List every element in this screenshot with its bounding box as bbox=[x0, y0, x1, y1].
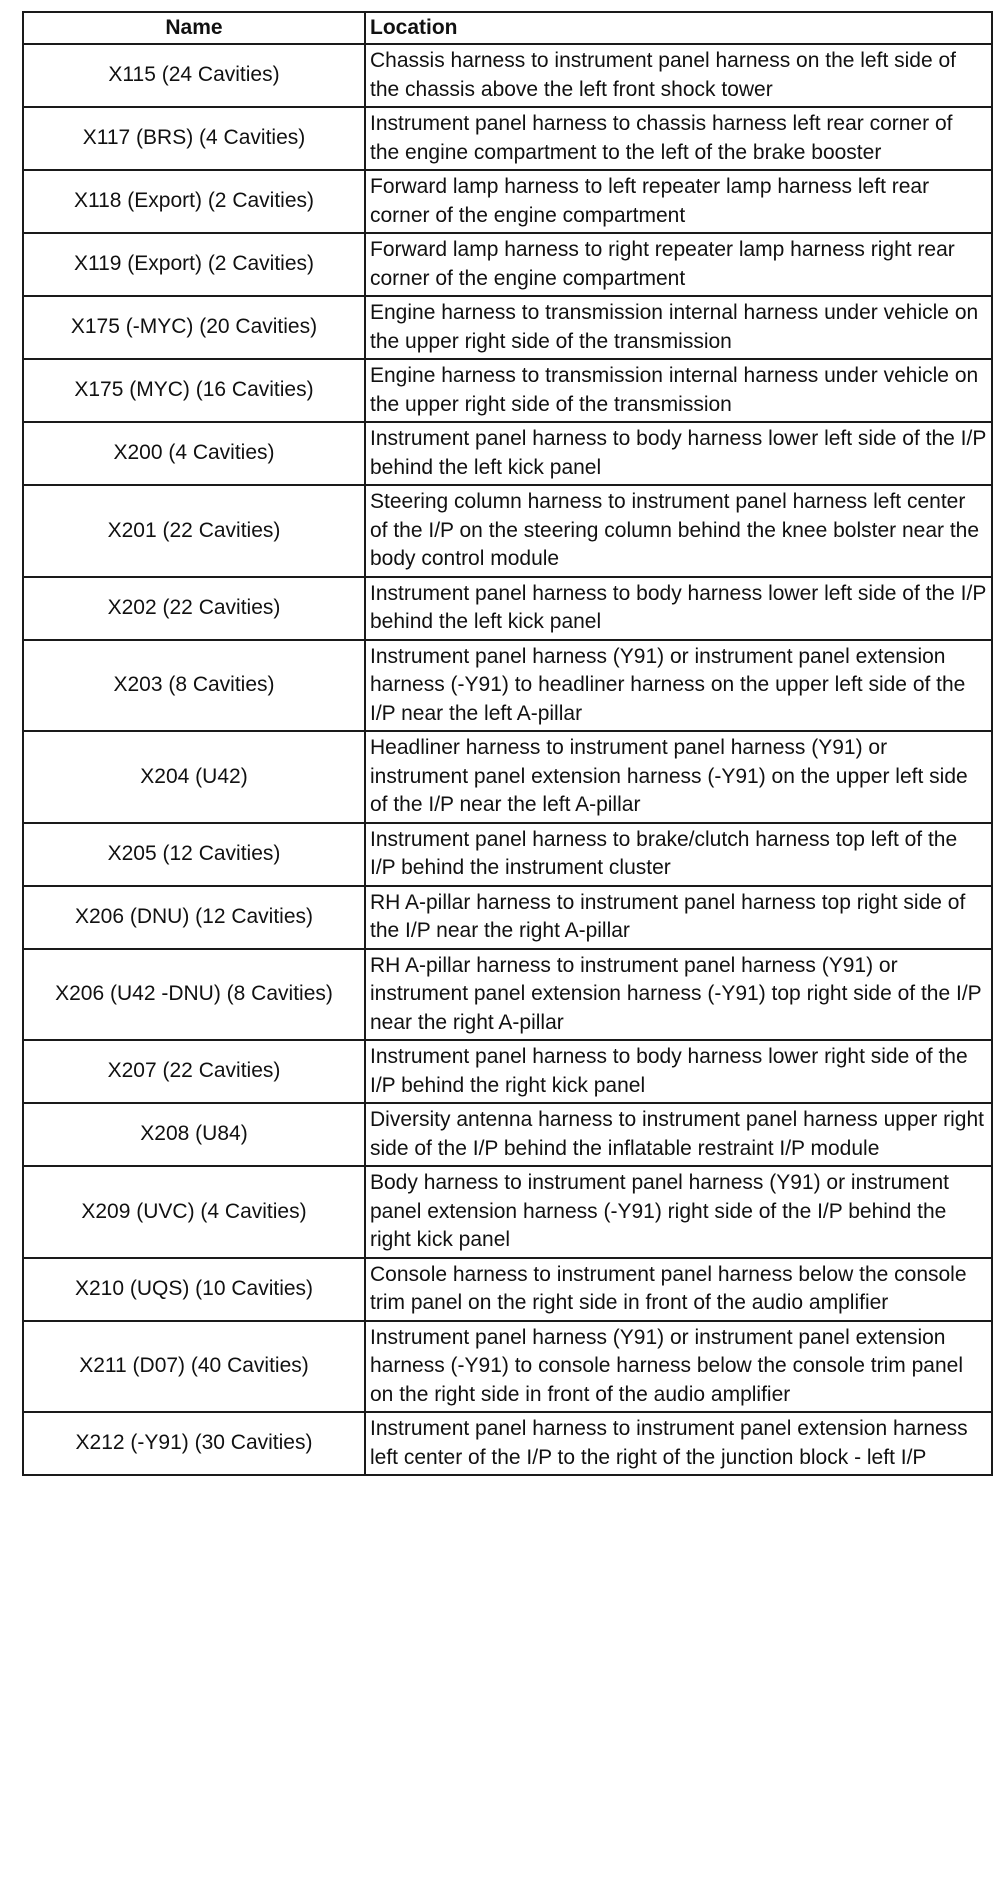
connector-location-cell: RH A-pillar harness to instrument panel harness (Y91) or instrument panel extension harness (-Y91) top right side of the I/P near the right A-pillar bbox=[365, 949, 992, 1041]
connector-name-cell: X206 (U42 -DNU) (8 Cavities) bbox=[23, 949, 365, 1041]
connector-name-cell: X204 (U42) bbox=[23, 731, 365, 823]
connector-location-cell: Instrument panel harness (Y91) or instrument panel extension harness (-Y91) to console harness below the console trim panel on the right side in front of the audio amplifier bbox=[365, 1321, 992, 1413]
table-row bbox=[23, 359, 992, 422]
connector-location-cell: Chassis harness to instrument panel harness on the left side of the chassis above the left front shock tower bbox=[365, 44, 992, 107]
connector-location-cell: Instrument panel harness to body harness lower left side of the I/P behind the left kick panel bbox=[365, 577, 992, 640]
connector-name-cell: X200 (4 Cavities) bbox=[23, 422, 365, 485]
table-header-row bbox=[23, 12, 992, 44]
table-row bbox=[23, 1258, 992, 1321]
table-row bbox=[23, 886, 992, 949]
connector-name-cell: X115 (24 Cavities) bbox=[23, 44, 365, 107]
table-row bbox=[23, 485, 992, 577]
connector-location-cell: Instrument panel harness to chassis harness left rear corner of the engine compartment to the left of the brake booster bbox=[365, 107, 992, 170]
connector-name-cell: X210 (UQS) (10 Cavities) bbox=[23, 1258, 365, 1321]
table-row bbox=[23, 577, 992, 640]
connector-name-cell: X119 (Export) (2 Cavities) bbox=[23, 233, 365, 296]
table-row bbox=[23, 170, 992, 233]
connector-name-cell: X209 (UVC) (4 Cavities) bbox=[23, 1166, 365, 1258]
connector-name-cell: X205 (12 Cavities) bbox=[23, 823, 365, 886]
table-row bbox=[23, 233, 992, 296]
connector-location-cell: Instrument panel harness to brake/clutch harness top left of the I/P behind the instrument cluster bbox=[365, 823, 992, 886]
table-row bbox=[23, 1412, 992, 1475]
connector-location-cell: Console harness to instrument panel harness below the console trim panel on the right side in front of the audio amplifier bbox=[365, 1258, 992, 1321]
connector-name-cell: X211 (D07) (40 Cavities) bbox=[23, 1321, 365, 1413]
connector-name-cell: X212 (-Y91) (30 Cavities) bbox=[23, 1412, 365, 1475]
connector-name-cell: X206 (DNU) (12 Cavities) bbox=[23, 886, 365, 949]
connector-location-cell: Instrument panel harness (Y91) or instrument panel extension harness (-Y91) to headliner harness on the upper left side of the I/P near the left A-pillar bbox=[365, 640, 992, 732]
table-row bbox=[23, 1166, 992, 1258]
connector-location-cell: Engine harness to transmission internal harness under vehicle on the upper right side of the transmission bbox=[365, 359, 992, 422]
table-row bbox=[23, 296, 992, 359]
table-row bbox=[23, 1103, 992, 1166]
connector-name-cell: X207 (22 Cavities) bbox=[23, 1040, 365, 1103]
table-row bbox=[23, 44, 992, 107]
connector-location-cell: Steering column harness to instrument panel harness left center of the I/P on the steering column behind the knee bolster near the body control module bbox=[365, 485, 992, 577]
connector-location-cell: Engine harness to transmission internal harness under vehicle on the upper right side of the transmission bbox=[365, 296, 992, 359]
connector-name-cell: X175 (-MYC) (20 Cavities) bbox=[23, 296, 365, 359]
connector-location-cell: Instrument panel harness to body harness lower left side of the I/P behind the left kick panel bbox=[365, 422, 992, 485]
connector-name-cell: X117 (BRS) (4 Cavities) bbox=[23, 107, 365, 170]
connector-location-sheet bbox=[22, 11, 993, 1476]
connector-name-cell: X203 (8 Cavities) bbox=[23, 640, 365, 732]
table-row bbox=[23, 949, 992, 1041]
connector-name-cell: X118 (Export) (2 Cavities) bbox=[23, 170, 365, 233]
connector-location-table bbox=[22, 11, 993, 1476]
connector-name-cell: X202 (22 Cavities) bbox=[23, 577, 365, 640]
connector-location-cell: Diversity antenna harness to instrument panel harness upper right side of the I/P behind the inflatable restraint I/P module bbox=[365, 1103, 992, 1166]
connector-location-cell: Instrument panel harness to instrument panel extension harness left center of the I/P to the right of the junction block - left I/P bbox=[365, 1412, 992, 1475]
connector-name-cell: X175 (MYC) (16 Cavities) bbox=[23, 359, 365, 422]
table-row bbox=[23, 823, 992, 886]
table-row bbox=[23, 731, 992, 823]
table-row bbox=[23, 107, 992, 170]
connector-location-cell: RH A-pillar harness to instrument panel harness top right side of the I/P near the right A-pillar bbox=[365, 886, 992, 949]
table-row bbox=[23, 422, 992, 485]
table-row bbox=[23, 1040, 992, 1103]
connector-location-cell: Headliner harness to instrument panel harness (Y91) or instrument panel extension harness (-Y91) on the upper left side of the I/P near the left A-pillar bbox=[365, 731, 992, 823]
table-row bbox=[23, 640, 992, 732]
connector-location-cell: Forward lamp harness to left repeater lamp harness left rear corner of the engine compartment bbox=[365, 170, 992, 233]
connector-location-cell: Body harness to instrument panel harness (Y91) or instrument panel extension harness (-Y91) right side of the I/P behind the right kick panel bbox=[365, 1166, 992, 1258]
column-header-location: Location bbox=[365, 12, 992, 44]
connector-location-cell: Forward lamp harness to right repeater lamp harness right rear corner of the engine compartment bbox=[365, 233, 992, 296]
connector-name-cell: X208 (U84) bbox=[23, 1103, 365, 1166]
connector-location-cell: Instrument panel harness to body harness lower right side of the I/P behind the right kick panel bbox=[365, 1040, 992, 1103]
column-header-name: Name bbox=[23, 12, 365, 44]
table-row bbox=[23, 1321, 992, 1413]
connector-name-cell: X201 (22 Cavities) bbox=[23, 485, 365, 577]
